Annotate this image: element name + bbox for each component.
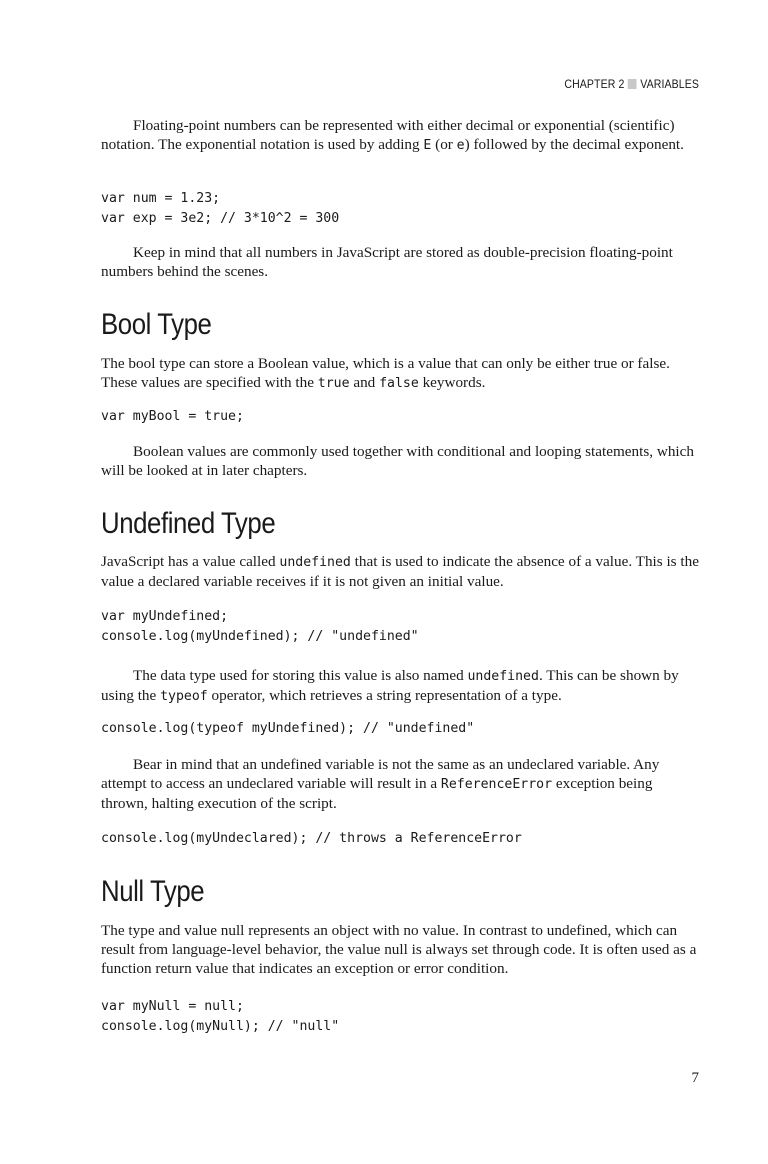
paragraph-boolean-usage: Boolean values are commonly used together with conditional and looping statements, which will be looked at in later chapters. <box>101 443 694 480</box>
code-block-bool <box>101 407 699 427</box>
text: keywords. <box>418 374 486 392</box>
code-block-undefined <box>101 607 699 646</box>
code-line: console.log(myUndeclared); // throws a ReferenceError <box>101 831 522 846</box>
chapter-title: VARIABLES <box>640 77 699 91</box>
running-head <box>564 77 699 91</box>
text: . This can be shown by using the <box>101 667 679 705</box>
paragraph-typeof <box>101 666 699 706</box>
code-block-numbers <box>101 189 699 228</box>
inline-code: false <box>379 376 419 392</box>
inline-code: typeof <box>160 689 208 705</box>
text: JavaScript has a value called <box>101 553 280 570</box>
code-block-typeof <box>101 719 699 739</box>
code-line: var num = 1.23; <box>101 191 221 206</box>
code-line: console.log(myUndefined); // "undefined" <box>101 628 419 644</box>
paragraph-bool <box>101 354 699 393</box>
code-line: var exp = 3e2; // 3*10^2 = 300 <box>101 210 340 226</box>
paragraph-undeclared <box>101 755 699 814</box>
paragraph-null: The type and value null represents an object with no value. In contrast to undefined, which can result from language-level behavior, the value null is always set through code. It is often used as a function return value that indicates an exception or error condition. <box>101 922 697 978</box>
code-line: var myBool = true; <box>101 409 244 424</box>
code-line: console.log(myNull); // "null" <box>101 1018 340 1034</box>
code-block-null <box>101 997 699 1036</box>
paragraph-floating-point <box>101 116 699 155</box>
inline-code: undefined <box>467 669 539 684</box>
chapter-label: CHAPTER 2 <box>564 77 625 91</box>
code-line: var myNull = null; <box>101 999 244 1014</box>
heading-undefined-type: Undefined Type <box>101 507 276 540</box>
text: ) followed by the decimal exponent. <box>464 136 684 154</box>
text: that is used to indicate the absence of a value. This is the value a declared variable receives if it is not given an initial value. <box>101 553 699 591</box>
paragraph-double-precision: Keep in mind that all numbers in JavaScript are stored as double-precision floating-point numbers behind the scenes. <box>101 244 673 281</box>
heading-bool-type: Bool Type <box>101 308 212 341</box>
paragraph-undefined <box>101 552 699 591</box>
inline-code: e <box>456 138 465 154</box>
inline-code: true <box>317 376 350 392</box>
page-number: 7 <box>691 1070 699 1086</box>
text: The data type used for storing this value is also named <box>133 667 468 684</box>
code-line: console.log(typeof myUndefined); // "undefined" <box>101 721 475 736</box>
inline-code: undefined <box>279 555 351 570</box>
text: Floating-point numbers can be represented with either decimal or exponential (scientific) notation. The exponential notation is used by adding <box>101 117 675 154</box>
inline-code: E <box>423 138 432 154</box>
inline-code: ReferenceError <box>440 777 553 793</box>
code-block-undeclared <box>101 829 699 849</box>
text: operator, which retrieves a string representation of a type. <box>207 687 562 705</box>
text: (or <box>431 136 457 154</box>
text: Bear in mind that an undefined variable is not the same as an undeclared variable. Any attempt to access an undeclared variable will result in a <box>101 756 660 793</box>
separator-square-icon <box>628 79 637 89</box>
text: exception being thrown, halting execution of the script. <box>101 775 653 813</box>
text: and <box>349 374 380 392</box>
heading-null-type: Null Type <box>101 875 205 908</box>
code-line: var myUndefined; <box>101 609 229 624</box>
text: The bool type can store a Boolean value, which is a value that can only be either true or false. These values are specified with the <box>101 355 670 392</box>
